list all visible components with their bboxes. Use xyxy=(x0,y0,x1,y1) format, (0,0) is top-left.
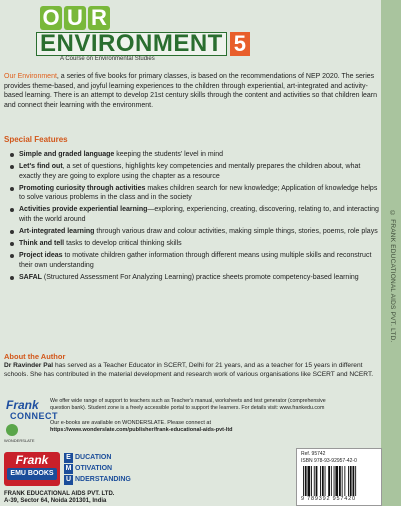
intro-highlight: Our Environment xyxy=(4,73,57,80)
publisher-info xyxy=(4,491,114,505)
logo-letter: R xyxy=(88,6,110,30)
list-item: Think and tell tasks to develop critical thinking skills xyxy=(10,239,382,249)
intro-paragraph xyxy=(4,72,384,110)
author-name: Dr Ravinder Pal xyxy=(4,362,54,369)
wonderslate-label: WONDERSLATE xyxy=(4,438,35,443)
intro-text: , a series of five books for primary classes, is based on the recommendations of NEP 2020. The series provides theme-based, and joyful learning experiences to the children through experiential, art-integrated and activity-based learning. There is an attempt to develop 21st century skills through the content and activities so that children learn and connect their learning with the environment. xyxy=(4,73,378,109)
about-author-text: Dr Ravinder Pal has served as a Teacher Educator in SCERT, Delhi for 21 years, and as a teacher for 15 years in different schools. She has contributed in the material development and research work of various organisations like SCERT and NCERT. xyxy=(4,362,374,378)
special-features-title: Special Features xyxy=(4,135,68,144)
emu-tagline: E DUCATION M OTIVATION U NDERSTANDING xyxy=(65,453,131,483)
list-item: Promoting curiosity through activities makes children search for new knowledge; Application of knowledge helps to solve various problems in the class and in the society xyxy=(10,184,382,203)
list-item: SAFAL (Structured Assessment For Analyzing Learning) practice sheets promote competency-based learning xyxy=(10,273,382,283)
logo-our xyxy=(40,6,110,32)
logo-number: 5 xyxy=(230,32,250,56)
list-item: Art-integrated learning through various draw and colour activities, making simple things, stories, poems, role plays xyxy=(10,227,382,237)
frank-connect-logo xyxy=(4,398,58,446)
frank-emu-logo: Frank EMU BOOKS xyxy=(4,452,60,486)
connect-wordmark: CONNECT xyxy=(10,411,58,421)
barcode-digits: 9 789392 957420 xyxy=(301,496,356,502)
ebook-url[interactable]: https://www.wonderslate.com/publisher/frank-educational-aids-pvt-ltd xyxy=(50,427,233,433)
special-features-list xyxy=(10,150,382,285)
publisher-logo xyxy=(4,452,131,488)
logo-environment-word: ENVIRONMENT xyxy=(36,32,227,56)
publisher-name: FRANK EDUCATIONAL AIDS PVT. LTD. xyxy=(4,491,115,497)
barcode-panel xyxy=(296,448,382,506)
frank-wordmark: Frank xyxy=(6,398,39,412)
logo-letter: O xyxy=(40,6,62,30)
ref-number: Ref. 95742 xyxy=(301,451,326,457)
logo-letter: U xyxy=(64,6,86,30)
barcode-icon xyxy=(303,466,375,496)
ebook-text: Our e-books are available on WONDERSLATE. Please connect at https://www.wonderslate.com/publisher/frank-educational-aids-pvt-ltd xyxy=(50,420,350,434)
isbn: ISBN 978-93-92957-42-0 xyxy=(301,458,357,464)
list-item: Simple and graded language keeping the students' level in mind xyxy=(10,150,382,160)
about-author-title: About the Author xyxy=(4,352,66,361)
list-item: Let's find out, a set of questions, highlights key competencies and mentally prepares the children about, what exactly they are going to explore using the chapter as a resource xyxy=(10,162,382,181)
list-item: Project ideas to motivate children gather information through different means using multiple skills and reconstruct their own understanding xyxy=(10,251,382,270)
list-item: Activities provide experiential learning—exploring, experiencing, creating, discovering, relating to, and interacting with the world around xyxy=(10,205,382,224)
spine-copyright: © FRANK EDUCATIONAL AIDS PVT. LTD. xyxy=(389,210,396,343)
series-subtitle: A Course on Environmental Studies xyxy=(60,56,155,62)
support-text: We offer wide range of support to teachers such as Teacher's manual, worksheets and test generator (comprehensive question bank). Student zone is a freely accessible portal to support the learners. For details visit: www.frankedu.com xyxy=(50,398,326,411)
logo-environment xyxy=(36,32,250,56)
wonderslate-icon xyxy=(6,424,18,436)
spine-strip xyxy=(381,0,401,506)
publisher-address: A-39, Sector 64, Noida 201301, India xyxy=(4,498,107,504)
